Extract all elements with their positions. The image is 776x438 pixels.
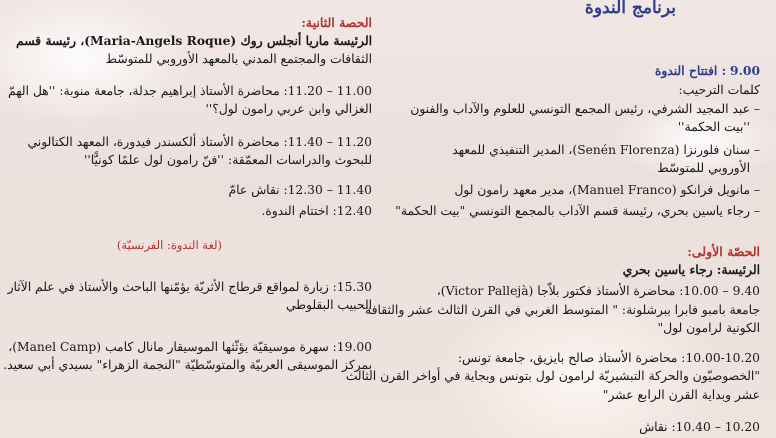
concert-line1: 19.00: سهرة موسيقيّة يؤثّثها الموسيقار مانال كامب (Manel Camp)، [8,340,372,354]
session1-talk1-line3: الكونية لرامون لول" [657,321,760,335]
opening-label: افتتاح الندوة [654,63,718,78]
session2-chair-line1: الرئيسة ماريا أنجلس روك (Maria-Angels Roque)، رئيسة قسم [16,33,372,48]
session1-talk2-line3: عشر وبداية القرن الرابع عشر" [602,388,760,402]
session1-talk2-line1: 10.00-10.20: محاضرة الأستاذ صالح بايزيق، جامعة تونس: [457,351,760,365]
closing: 12.40: اختتام الندوة. [261,204,372,218]
speaker2-line2: الأوروبي للمتوسّط [657,161,750,175]
excursion-line1: 15.30: زيارة لمواقع قرطاج الأثريّة يؤمّنها الباحث والأستاذ في علم الآثار [7,280,372,294]
session1-talk1-line1: 9.40 – 10.00: محاضرة الأستاذ فكتور بلاّجا (Victor Pallejà)، [436,284,760,298]
session1-chair: الرئيسة: رجاء ياسين بحري [622,262,760,277]
speaker4: – رجاء ياسين بحري، رئيسة قسم الآداب بالمجمع التونسي "بيت الحكمة" [395,204,760,218]
speaker1-line2: ''بيت الحكمة'' [677,120,750,134]
language-note: (لغة الندوة: الفرنسيّة) [116,238,222,252]
excursion-line2: الحبيب البقلوطي [285,298,372,312]
speaker1-line1: – عبد المجيد الشرفي، رئيس المجمع التونسي للعلوم والآداب والفنون [410,102,760,116]
session2-heading: الحصة الثانية: [301,15,372,30]
session2-talk1-line2: الغزالي وابن عربي رامون لول؟'' [205,102,372,116]
opening-line: 9.00 : افتتاح الندوة [654,63,760,78]
speaker3: – مانويل فرانكو (Manuel Franco)، مدير معهد رامون لول [454,183,760,197]
session2-talk2-line1: 11.20 – 11.40: محاضرة الأستاذ ألكسندر فيدورة، المعهد الكتالوني [27,135,372,149]
session1-heading: الحصّة الأولى: [687,244,760,259]
session1-talk2-line2: "الخصوصيّون والحركة التبشيريّة لرامون لول بتونس وبجاية في أواخر القرن الثالث [345,369,760,383]
opening-time: 9.00 [730,63,760,78]
speaker2-line1: – سنان فلورنزا (Senén Florenza)، المدير التنفيذي للمعهد [452,143,760,157]
session1-talk1-line2: جامعة بامبو فابرا ببرشلونة: " المتوسط الغربي في القرن الثالث عشر والثقافة [365,303,760,317]
session2-discussion: 11.40 – 12.30: نقاش عامّ [228,183,372,197]
session2-talk1-line1: 11.00 – 11.20: محاضرة الأستاذ إبراهيم جدلة، جامعة منوبة: ''هل الهمّ [7,84,372,98]
session2-talk2-line2: للبحوث والدراسات المعمّقة: ''فنّ رامون لول علمًا كونيًّا'' [83,153,372,167]
welcome-heading: كلمات الترحيب: [678,83,760,97]
session2-chair-line2: الثقافات والمجتمع المدني بالمعهد الأوروبي للمتوسّط [105,52,372,66]
session1-discussion: 10.20 – 10.40: نقاش [639,420,760,434]
concert-line2: بمركز الموسيقى العربيّة والمتوسّطيّة "النجمة الزهراء" بسيدي أبي سعيد. [3,358,372,372]
program-title: برنامج الندوة [584,0,676,18]
